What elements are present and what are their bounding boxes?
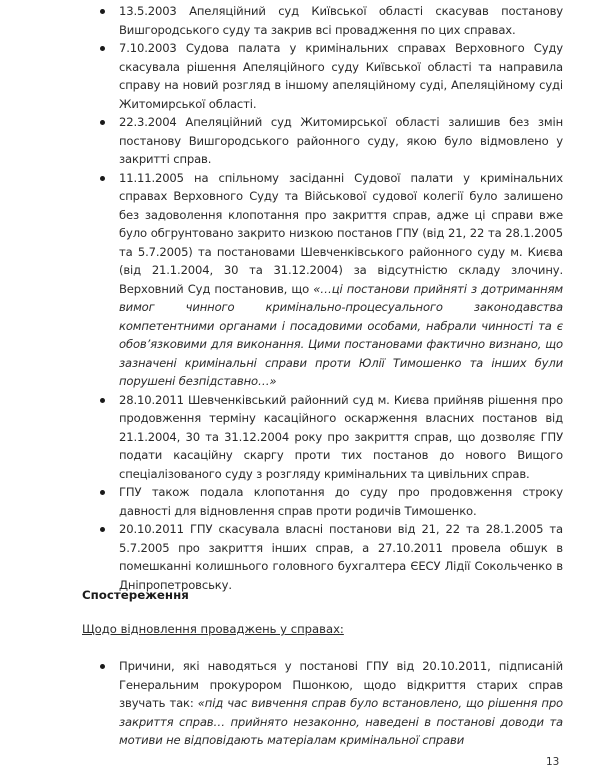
list-item-text: 7.10.2003 Судова палата у кримінальних справах Верховного Суду скасувала рішення Апеляційного суду Київської області та направила справу на новий розгляд в іншому апеляційному суді, Апеляційному суді Житомирської області. bbox=[119, 41, 563, 111]
bullet-icon bbox=[100, 120, 105, 125]
list-item-text: ГПУ також подала клопотання до суду про продовження строку давності для відновлення справ проти родичів Тимошенко. bbox=[119, 485, 563, 518]
bullet-icon bbox=[100, 398, 105, 403]
list-item-text: 20.10.2011 ГПУ скасувала власні постанови від 21, 22 та 28.1.2005 та 5.7.2005 про закриття інших справ, а 27.10.2011 провела обшук в помешканні колишнього головного бухгалтера ЄЕСУ Лідії Сокольченко в Дніпропетровську. bbox=[119, 522, 563, 592]
list-item bbox=[98, 520, 563, 594]
observations-list bbox=[98, 657, 563, 750]
list-item bbox=[98, 169, 563, 391]
list-item bbox=[98, 113, 563, 169]
list-item bbox=[98, 2, 563, 39]
prosecutor-quote: «під час вивчення справ було встановлено, що рішення про закриття справ… прийнято незаконно, наведені в постанові доводи та мотиви не відповідають матеріалам кримінальної справи bbox=[119, 696, 563, 747]
subsection-heading: Щодо відновлення проваджень у справах: bbox=[82, 622, 344, 636]
supreme-court-quote: «…ці постанови прийняті з дотриманням вимог чинного кримінально-процесуального законодавства компетентними органами і посадовими особами, набрали чинності та є обов’язковими для виконання. Цими постановами фактично визнано, що зазначені кримінальні справи проти Юлії Тимошенко та інших були порушені безпідставно…» bbox=[119, 281, 563, 388]
bullet-icon bbox=[100, 46, 105, 51]
list-item-text: 11.11.2005 на спільному засіданні Судової палати у кримінальних справах Верховного Суду та Військової судової колегії було залишено без задоволення клопотання про закриття справ, адже ці справи вже було обгрунтовано закрито низкою постанов ГПУ (від 21, 22 та 28.1.2005 та 5.7.2005) та постановами Шевченківського районного суду м. Києва (від 21.1.2004, 30 та 31.12.2004) за відсутністю складу злочину. Верховний Суд постановив, що bbox=[119, 170, 563, 296]
list-item-text: Причини, які наводяться у постанові ГПУ від 20.10.2011, підписаній Генеральним прокурором Пшонкою, щодо відкриття старих справ звучать так: bbox=[119, 659, 563, 710]
list-item bbox=[98, 39, 563, 113]
list-item bbox=[98, 391, 563, 484]
list-item-text: 22.3.2004 Апеляційний суд Житомирської області залишив без змін постанову Вишгородського районного суду, якою було відмовлено у закритті справ. bbox=[119, 115, 563, 166]
bullet-icon bbox=[100, 9, 105, 14]
list-item bbox=[98, 657, 563, 750]
bullet-icon bbox=[100, 527, 105, 532]
section-heading: Спостереження bbox=[82, 588, 189, 602]
events-list bbox=[98, 2, 563, 594]
bullet-icon bbox=[100, 176, 105, 181]
list-item bbox=[98, 483, 563, 520]
page-number: 13 bbox=[546, 756, 560, 768]
list-item-text: 28.10.2011 Шевченківський районний суд м. Києва прийняв рішення про продовження терміну касаційного оскарження власних постанов від 21.1.2004, 30 та 31.12.2004 року про закриття справ, що дозволяє ГПУ подати касаційну скаргу проти тих постанов до нового Вищого спеціалізованого суду з розгляду кримінальних та цивільних справ. bbox=[119, 392, 563, 481]
list-item-text: 13.5.2003 Апеляційний суд Київської області скасував постанову Вишгородського суду та закрив всі провадження по цих справах. bbox=[119, 4, 563, 37]
bullet-icon bbox=[100, 664, 105, 669]
bullet-icon bbox=[100, 490, 105, 495]
